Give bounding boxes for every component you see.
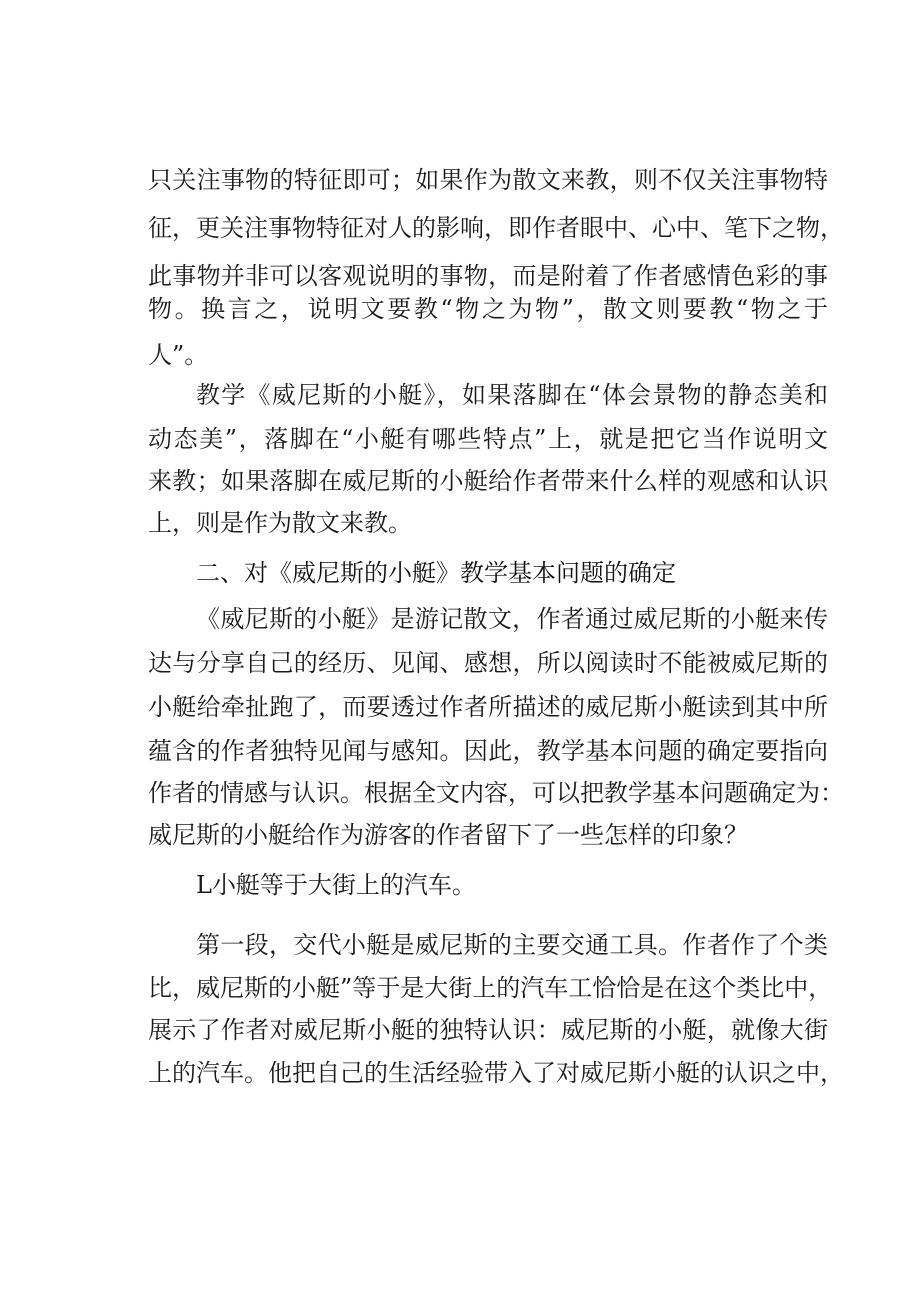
paragraph-2-line-3: 来教；如果落脚在威尼斯的小艇给作者带来什么样的观感和认识: [148, 467, 828, 495]
paragraph-1-line-5: 人”。: [148, 341, 209, 369]
paragraph-2-line-4: 上，则是作为散文来教。: [148, 509, 412, 537]
paragraph-1-line-2: 征，更关注事物特征对人的影响，即作者眼中、心中、笔下之物，: [148, 214, 844, 242]
paragraph-1-line-1: 只关注事物的特征即可；如果作为散文来教，则不仅关注事物特: [148, 166, 828, 194]
paragraph-3-line-5: 作者的情感与认识。根据全文内容，可以把教学基本问题确定为：: [148, 779, 844, 807]
subheading: L小艇等于大街上的汽车。: [196, 871, 476, 899]
paragraph-3-line-4: 蕴含的作者独特见闻与感知。因此，教学基本问题的确定要指向: [148, 737, 828, 765]
paragraph-2-line-1: 教学《威尼斯的小艇》，如果落脚在“体会景物的静态美和: [196, 381, 828, 409]
paragraph-3-line-2: 达与分享自己的经历、见闻、感想，所以阅读时不能被威尼斯的: [148, 649, 828, 677]
paragraph-4-line-2: 比，威尼斯的小艇”等于是大街上的汽车工恰恰是在这个类比中，: [148, 974, 833, 1002]
paragraph-3-line-6: 威尼斯的小艇给作为游客的作者留下了一些怎样的印象？: [148, 821, 748, 849]
paragraph-3-line-3: 小艇给牵扯跑了，而要透过作者所描述的威尼斯小艇读到其中所: [148, 693, 828, 721]
paragraph-4-line-3: 展示了作者对威尼斯小艇的独特认识：威尼斯的小艇，就像大街: [148, 1016, 828, 1044]
paragraph-1-line-3: 此事物并非可以客观说明的事物，而是附着了作者感情色彩的事: [148, 262, 828, 290]
paragraph-4-line-4: 上的汽车。他把自己的生活经验带入了对威尼斯小艇的认识之中，: [148, 1059, 844, 1087]
paragraph-3-line-1: 《威尼斯的小艇》是游记散文，作者通过威尼斯的小艇来传: [196, 605, 828, 633]
paragraph-4-line-1: 第一段，交代小艇是威尼斯的主要交通工具。作者作了个类: [196, 931, 828, 959]
paragraph-2-line-2: 动态美”，落脚在“小艇有哪些特点”上，就是把它当作说明文: [148, 425, 828, 453]
paragraph-1-line-4: 物。换言之，说明文要教“物之为物”，散文则要教“物之于: [148, 295, 828, 323]
section-heading: 二、对《威尼斯的小艇》教学基本问题的确定: [196, 559, 676, 587]
